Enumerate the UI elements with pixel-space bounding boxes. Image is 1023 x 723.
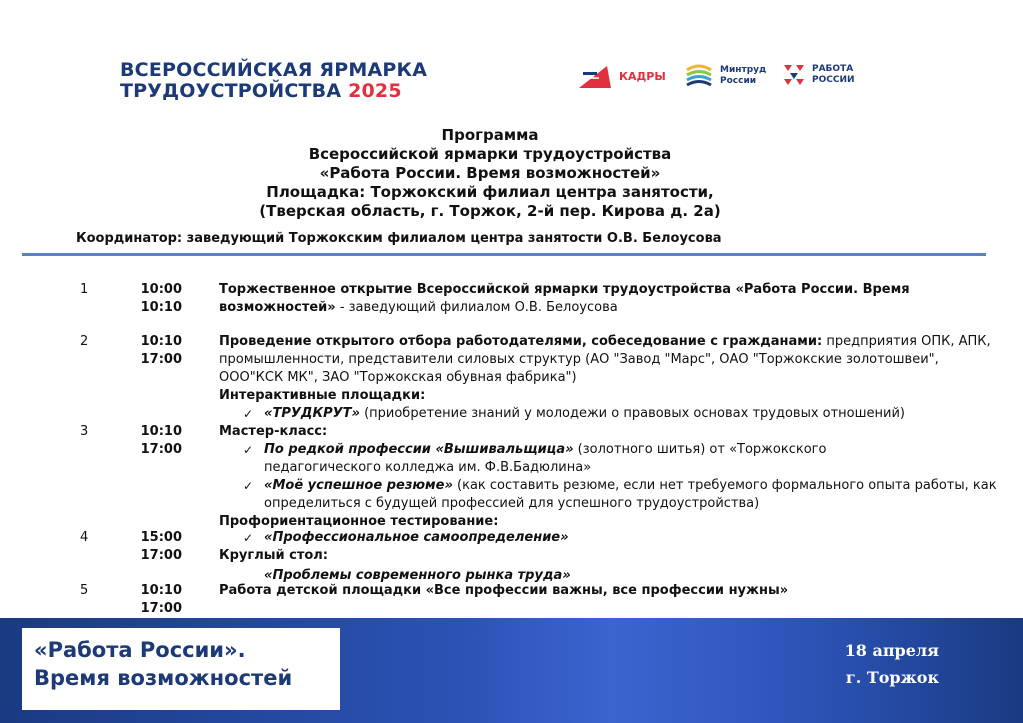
row-time <box>120 582 182 618</box>
row-number: 5 <box>80 583 89 598</box>
row-description <box>219 333 999 423</box>
rabota-rossii-emblem-icon <box>781 62 807 88</box>
banner-slogan-line2: Время возможностей <box>34 666 293 690</box>
row-description <box>219 529 999 585</box>
rabota-rossii-logo-text: РАБОТА РОССИИ <box>812 64 855 85</box>
time-end: 17:00 <box>140 601 182 616</box>
row-number: 4 <box>80 530 89 545</box>
time-start: 10:10 <box>140 424 182 439</box>
row-title: Проведение открытого отбора работодателями, собеседование с гражданами: <box>219 334 823 349</box>
fair-year: 2025 <box>348 80 402 102</box>
row-time <box>120 333 182 369</box>
mintrud-logo <box>683 60 766 92</box>
time-start: 15:00 <box>140 530 182 545</box>
program-subtitle: Всероссийской ярмарки трудоустройства <box>308 145 672 163</box>
time-start: 10:10 <box>140 334 182 349</box>
row-number: 3 <box>80 424 89 439</box>
program-title-block <box>60 126 920 221</box>
banner-date: 18 апреля <box>844 641 939 660</box>
row-time <box>120 281 182 317</box>
rabota-rossii-logo <box>781 62 855 88</box>
row-text: - заведующий филиалом О.В. Белоусова <box>335 300 618 315</box>
time-start: 10:00 <box>140 282 182 297</box>
kadry-emblem-icon <box>577 62 613 90</box>
time-end: 17:00 <box>140 442 182 457</box>
time-start: 10:10 <box>140 583 182 598</box>
row-title: Круглый стол: <box>219 548 329 563</box>
row-topic: «Проблемы современного рынка труда» <box>264 568 571 583</box>
banner-slogan-line1: «Работа России». <box>34 638 246 662</box>
list-item: ✓ «Моё успешное резюме» (как составить резюме, если нет требуемого формального опыта работы, как определиться с будущей профессией для успешного трудоустройства) <box>243 478 997 511</box>
banner-city: г. Торжок <box>845 668 939 687</box>
row-description <box>219 281 939 317</box>
row-number: 1 <box>80 282 89 297</box>
row-text: предприятия ОПК, АПК, промышленности, представители силовых структур (АО "Завод "Марс", ОАО "Торжокские золотошвеи", ООО"КСК МК", ЗАО "Торжокская обувная фабрика") <box>219 334 991 385</box>
kadry-logo <box>577 62 666 90</box>
time-end: 10:10 <box>140 300 182 315</box>
fair-title <box>120 60 427 102</box>
program-event-name: «Работа России. Время возможностей» <box>319 164 661 182</box>
footer-banner <box>0 618 1023 723</box>
row-sub-heading: Интерактивные площадки: <box>219 388 426 403</box>
check-icon: ✓ <box>243 407 254 421</box>
mintrud-logo-text: Минтруд России <box>720 65 767 86</box>
time-end: 17:00 <box>140 548 182 563</box>
check-icon: ✓ <box>243 443 254 457</box>
program-title: Программа <box>441 126 539 144</box>
row-time <box>120 529 182 565</box>
program-address: (Тверская область, г. Торжок, 2-й пер. Кирова д. 2а) <box>259 202 721 220</box>
list-item: ✓ «Профессиональное самоопределение» <box>243 530 569 545</box>
row-sub-heading: Профориентационное тестирование: <box>219 514 499 529</box>
row-time <box>120 423 182 459</box>
row-description <box>219 582 999 600</box>
list-item: ✓ «ТРУДКРУТ» (приобретение знаний у молодежи о правовых основах трудовых отношений) <box>243 406 905 421</box>
program-coordinator: Координатор: заведующий Торжокским филиалом центра занятости О.В. Белоусова <box>76 231 722 246</box>
row-title: Работа детской площадки «Все профессии важны, все профессии нужны» <box>219 583 789 598</box>
row-number: 2 <box>80 334 89 349</box>
time-end: 17:00 <box>140 352 182 367</box>
kadry-logo-text: КАДРЫ <box>619 69 666 83</box>
check-icon: ✓ <box>243 479 254 493</box>
row-title: Торжественное открытие Всероссийской ярмарки трудоустройства «Работа России. Время возможностей» <box>219 282 910 315</box>
row-description <box>219 423 999 531</box>
fair-title-line1: ВСЕРОССИЙСКАЯ ЯРМАРКА <box>120 59 428 81</box>
banner-slogan <box>34 636 292 692</box>
header-divider <box>22 253 986 256</box>
row-title: Мастер-класс: <box>219 424 328 439</box>
mintrud-emblem-icon <box>683 60 715 92</box>
program-venue: Площадка: Торжокский филиал центра занятости, <box>266 183 714 201</box>
list-item: ✓ По редкой профессии «Вышивальщица» (золотного шитья) от «Торжокского педагогического колледжа им. Ф.В.Бадюлина» <box>243 442 827 475</box>
check-icon: ✓ <box>243 531 254 545</box>
fair-title-line2: ТРУДОУСТРОЙСТВА 2025 <box>120 80 402 102</box>
